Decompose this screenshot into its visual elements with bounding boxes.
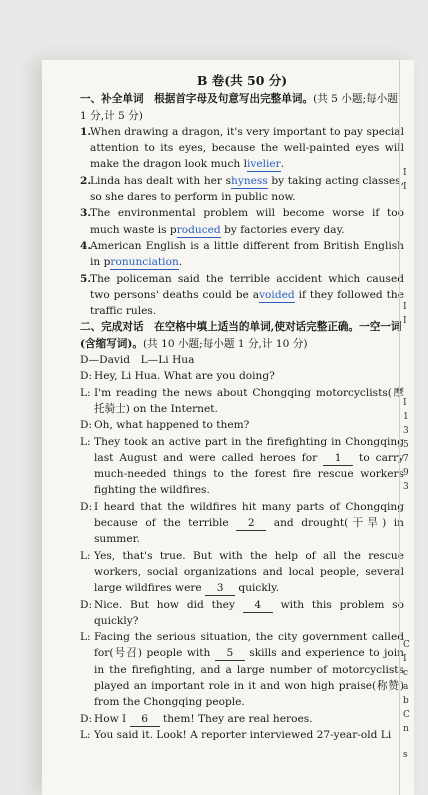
blank-number[interactable]: 3 <box>205 582 235 596</box>
dialogue-lines <box>80 368 404 743</box>
dialogue-text: Facing the serious situation, the city government called for(号召) people with <box>94 631 404 660</box>
dialogue-line <box>80 434 404 499</box>
question-text: American English is a little different from British English in p <box>90 239 404 269</box>
answer-fill[interactable]: ivelier <box>246 158 281 171</box>
edge-char: I <box>403 398 407 408</box>
section2-points: (共 10 小题;每小题 1 分,计 10 分) <box>143 337 308 350</box>
question-item <box>80 205 404 238</box>
question-text: Linda has dealt with her s <box>90 174 232 187</box>
speaker-label: L: <box>80 549 91 562</box>
speaker-label: D: <box>80 712 93 725</box>
speaker-label: L: <box>80 435 91 448</box>
dialogue-line <box>80 385 404 418</box>
section2-heading <box>80 319 404 352</box>
answer-fill[interactable]: hyness <box>231 174 268 187</box>
blank-number[interactable]: 4 <box>243 599 273 613</box>
answer-fill[interactable]: voided <box>259 288 295 301</box>
dialogue-text: You said it. Look! A reporter interviewed 27-year-old Li <box>94 728 392 741</box>
dialogue-line <box>80 711 404 727</box>
question-number: 2. <box>80 174 92 187</box>
dialogue-text: How I <box>94 712 130 725</box>
next-page-edge <box>399 60 414 795</box>
dialogue-roles: D—David L—Li Hua <box>80 354 195 367</box>
dialogue-text: Hey, Li Hua. What are you doing? <box>94 370 275 383</box>
dialogue-line <box>80 597 404 630</box>
dialogue-line <box>80 499 404 548</box>
dialogue-line <box>80 727 404 743</box>
dialogue-text: They took an active part in the firefighting in Chongqing last August and were called heroes for <box>94 435 404 464</box>
question-item <box>80 271 404 320</box>
speaker-label: L: <box>80 631 91 644</box>
answer-fill[interactable]: ronunciation <box>110 256 179 269</box>
question-text: by factories every day. <box>220 223 345 236</box>
edge-char: C <box>403 710 410 720</box>
edge-char: I <box>403 316 407 326</box>
speaker-label: L: <box>80 386 91 399</box>
section-title: B 卷(共 50 分) <box>196 73 288 88</box>
question-text: The policeman said the terrible accident which caused two persons' deaths could be a <box>90 272 404 301</box>
question-text: if they followed the traffic rules. <box>90 288 404 318</box>
dialogue-text: to carry much-needed things to the forest fire rescue workers fighting the wildfires. <box>94 451 405 497</box>
edge-char: 9 <box>403 468 409 478</box>
section2-heading-text: 二、完成对话 在空格中填上适当的单词,使对话完整正确。一空一词(含缩写词)。 <box>80 321 402 350</box>
dialogue-text: them! They are real heroes. <box>159 712 313 725</box>
question-text: by taking acting classes, so she dares to perform in public now. <box>90 174 404 204</box>
edge-char: 3 <box>403 426 409 436</box>
dialogue-text: and drought(干旱) in summer. <box>94 517 404 546</box>
section1-heading <box>80 91 404 124</box>
question-number: 4. <box>80 239 92 252</box>
dialogue-text: skills and experience to join in the firefighting, and a large number of motorcyclists played an important role in it and won high praise(称赞) from the Chongqing people. <box>94 647 405 709</box>
dialogue-text: Nice. But how did they <box>94 598 243 611</box>
edge-char: I <box>403 168 407 178</box>
dialogue-text: I'm reading the news about Chongqing motorcyclists(摩托骑士) on the Internet. <box>94 386 404 415</box>
blank-number[interactable]: 6 <box>130 713 160 727</box>
question-text: The environmental problem will become worse if too much waste is p <box>90 207 404 236</box>
question-item <box>80 173 404 206</box>
speaker-label: L: <box>80 728 91 741</box>
edge-char: C <box>403 640 410 650</box>
edge-char: 5 <box>403 440 409 450</box>
edge-char: 3 <box>403 482 409 492</box>
dialogue-line <box>80 417 404 433</box>
dialogue-text: with this problem so quickly? <box>94 598 404 627</box>
edge-char: b <box>403 696 409 706</box>
section1-points: (共 5 小题;每小题 1 分,计 5 分) <box>80 93 398 122</box>
dialogue-line <box>80 368 404 384</box>
worksheet-content <box>80 73 404 743</box>
speaker-label: D: <box>80 500 93 513</box>
question-item <box>80 238 404 271</box>
section1-items <box>80 124 404 320</box>
question-number: 1. <box>80 125 92 138</box>
edge-char: n <box>403 724 409 734</box>
edge-char: s <box>403 750 408 760</box>
question-number: 3. <box>80 207 92 220</box>
answer-fill[interactable]: roduced <box>176 223 221 236</box>
dialogue-text: quickly. <box>235 582 280 595</box>
speaker-label: D: <box>80 419 93 432</box>
dialogue-text: Yes, that's true. But with the help of all the rescue workers, social organizations and local people, several large wildfires were <box>94 549 404 595</box>
blank-number[interactable]: 5 <box>215 647 245 661</box>
edge-char: a <box>403 682 409 692</box>
blank-number[interactable]: 2 <box>236 517 266 531</box>
edge-char: c <box>403 668 409 678</box>
dialogue-line <box>80 629 404 710</box>
speaker-label: D: <box>80 598 93 611</box>
dialogue-text: I heard that the wildfires hit many parts of Chongqing because of the terrible <box>94 500 404 530</box>
question-item <box>80 124 404 173</box>
question-text: . <box>178 256 183 269</box>
edge-char: I <box>403 302 407 312</box>
dialogue-line <box>80 548 404 597</box>
worksheet-page <box>42 60 414 795</box>
question-text: . <box>280 158 285 171</box>
question-text: When drawing a dragon, it's very important to pay special attention to its eyes, because the well-painted eyes will make the dragon look much l <box>90 125 404 171</box>
edge-char: I <box>403 182 407 192</box>
speaker-label: D: <box>80 370 93 383</box>
blank-number[interactable]: 1 <box>323 452 353 466</box>
edge-char: I <box>403 654 407 664</box>
section1-heading-text: 一、补全单词 根据首字母及句意写出完整单词。 <box>80 93 314 106</box>
edge-char: 1 <box>403 412 409 422</box>
dialogue-text: Oh, what happened to them? <box>94 419 250 432</box>
question-number: 5. <box>80 272 92 285</box>
edge-char: 7 <box>403 454 409 464</box>
